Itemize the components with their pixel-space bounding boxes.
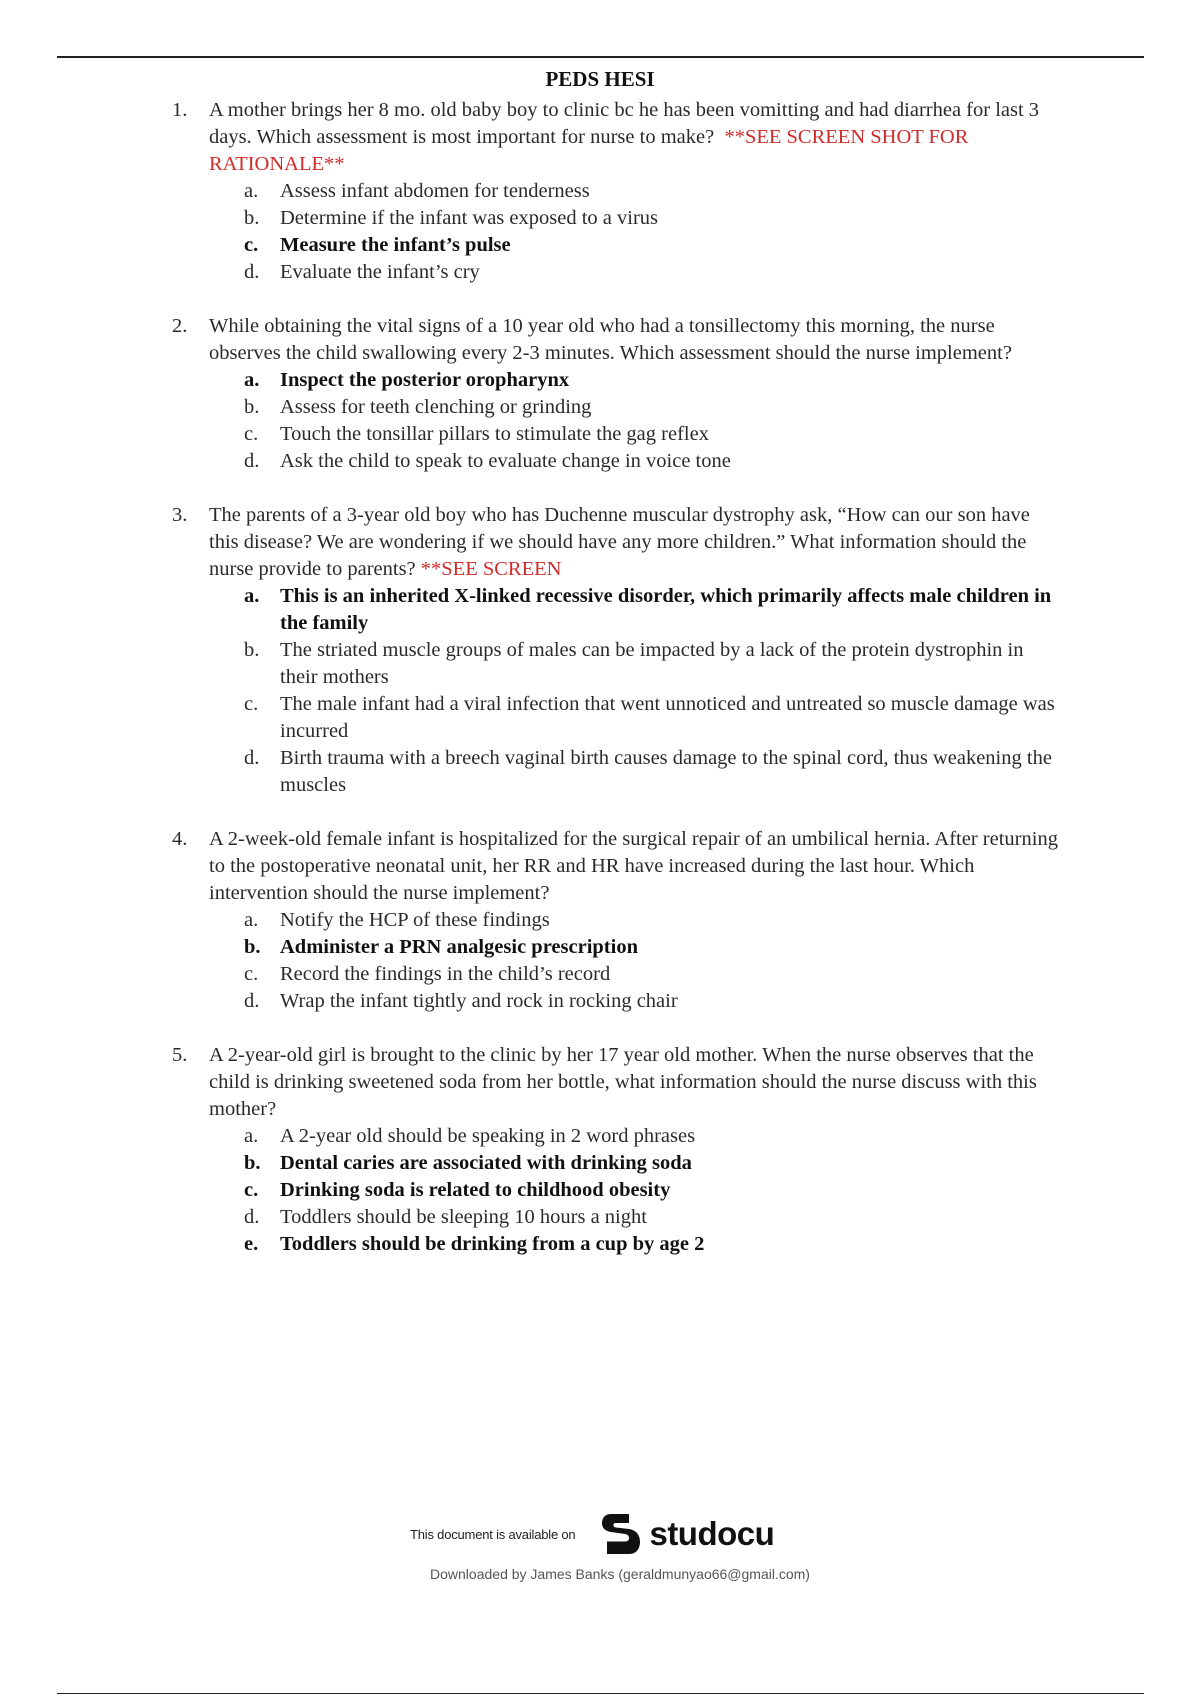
studocu-logo-icon — [599, 1510, 643, 1558]
question-number: 3. — [172, 504, 188, 526]
question-text: A mother brings her 8 mo. old baby boy to clinic bc he has been vomitting and had diarrhea for last 3 days. Which assessment is most important for nurse to make? **SEE SCREEN SHOT FOR RATIONALE** — [209, 99, 1040, 175]
option-c-correct[interactable]: c. Drinking soda is related to childhood obesity — [244, 1179, 671, 1201]
option-b[interactable]: b. The striated muscle groups of males can be impacted by a lack of the protein dystrophin in their mothers — [244, 639, 1024, 688]
option-c[interactable]: c. Record the findings in the child’s record — [244, 963, 611, 985]
option-c[interactable]: c. The male infant had a viral infection that went unnoticed and untreated so muscle damage was incurred — [244, 693, 1055, 742]
rationale-note: **SEE SCREEN — [420, 558, 562, 580]
question-number: 1. — [172, 99, 188, 121]
option-e-correct[interactable]: e. Toddlers should be drinking from a cup by age 2 — [244, 1233, 705, 1255]
available-on-text: This document is available on — [410, 1526, 576, 1542]
question-2 — [172, 313, 1062, 475]
option-b-correct[interactable]: b. Administer a PRN analgesic prescription — [244, 936, 638, 958]
question-text: The parents of a 3-year old boy who has Duchenne muscular dystrophy ask, “How can our son have this disease? We are wondering if we should have any more children.” What information should the nurse provide to parents? **SEE SCREEN — [209, 504, 1030, 580]
option-a[interactable]: a. Assess infant abdomen for tenderness — [244, 180, 590, 202]
question-5 — [172, 1042, 1062, 1258]
option-list — [209, 583, 1062, 799]
option-b[interactable]: b. Determine if the infant was exposed to a virus — [244, 207, 658, 229]
question-list — [172, 97, 1062, 1285]
question-number: 2. — [172, 315, 188, 337]
question-text: A 2-year-old girl is brought to the clinic by her 17 year old mother. When the nurse observes that the child is drinking sweetened soda from her bottle, what information should the nurse discuss with this mother? — [209, 1044, 1037, 1120]
question-4 — [172, 826, 1062, 1015]
option-a[interactable]: a. Notify the HCP of these findings — [244, 909, 550, 931]
page-title: PEDS HESI — [545, 67, 655, 91]
studocu-brand-name: studocu — [649, 1515, 775, 1552]
studocu-logo[interactable] — [599, 1510, 774, 1558]
option-list — [209, 178, 1062, 286]
downloaded-by-text: Downloaded by James Banks (geraldmunyao66@gmail.com) — [430, 1566, 810, 1582]
option-list — [209, 907, 1062, 1015]
question-number: 4. — [172, 828, 188, 850]
studocu-banner — [410, 1510, 774, 1558]
option-d[interactable]: d. Wrap the infant tightly and rock in rocking chair — [244, 990, 678, 1012]
option-d[interactable]: d. Evaluate the infant’s cry — [244, 261, 480, 283]
option-c[interactable]: c. Touch the tonsillar pillars to stimulate the gag reflex — [244, 423, 709, 445]
question-text: A 2-week-old female infant is hospitalized for the surgical repair of an umbilical hernia. After returning to the postoperative neonatal unit, her RR and HR have increased during the last hour. Which intervention should the nurse implement? — [209, 828, 1058, 904]
bottom-rule — [57, 1693, 1144, 1694]
option-c-correct[interactable]: c. Measure the infant’s pulse — [244, 234, 511, 256]
option-d[interactable]: d. Birth trauma with a breech vaginal birth causes damage to the spinal cord, thus weakening the muscles — [244, 747, 1052, 796]
option-b-correct[interactable]: b. Dental caries are associated with drinking soda — [244, 1152, 692, 1174]
question-3 — [172, 502, 1062, 799]
question-1 — [172, 97, 1062, 286]
top-rule — [57, 56, 1144, 58]
option-list — [209, 367, 1062, 475]
question-text: While obtaining the vital signs of a 10 year old who had a tonsillectomy this morning, the nurse observes the child swallowing every 2-3 minutes. Which assessment should the nurse implement? — [209, 315, 1012, 364]
option-a[interactable]: a. A 2-year old should be speaking in 2 word phrases — [244, 1125, 696, 1147]
option-d[interactable]: d. Ask the child to speak to evaluate change in voice tone — [244, 450, 731, 472]
option-list — [209, 1123, 1062, 1258]
option-b[interactable]: b. Assess for teeth clenching or grinding — [244, 396, 592, 418]
rationale-note: **SEE SCREEN SHOT FOR RATIONALE** — [209, 126, 969, 175]
question-number: 5. — [172, 1044, 188, 1066]
option-a-correct[interactable]: a. This is an inherited X-linked recessive disorder, which primarily affects male children in the family — [244, 585, 1052, 634]
option-a-correct[interactable]: a. Inspect the posterior oropharynx — [244, 369, 570, 391]
option-d[interactable]: d. Toddlers should be sleeping 10 hours a night — [244, 1206, 647, 1228]
